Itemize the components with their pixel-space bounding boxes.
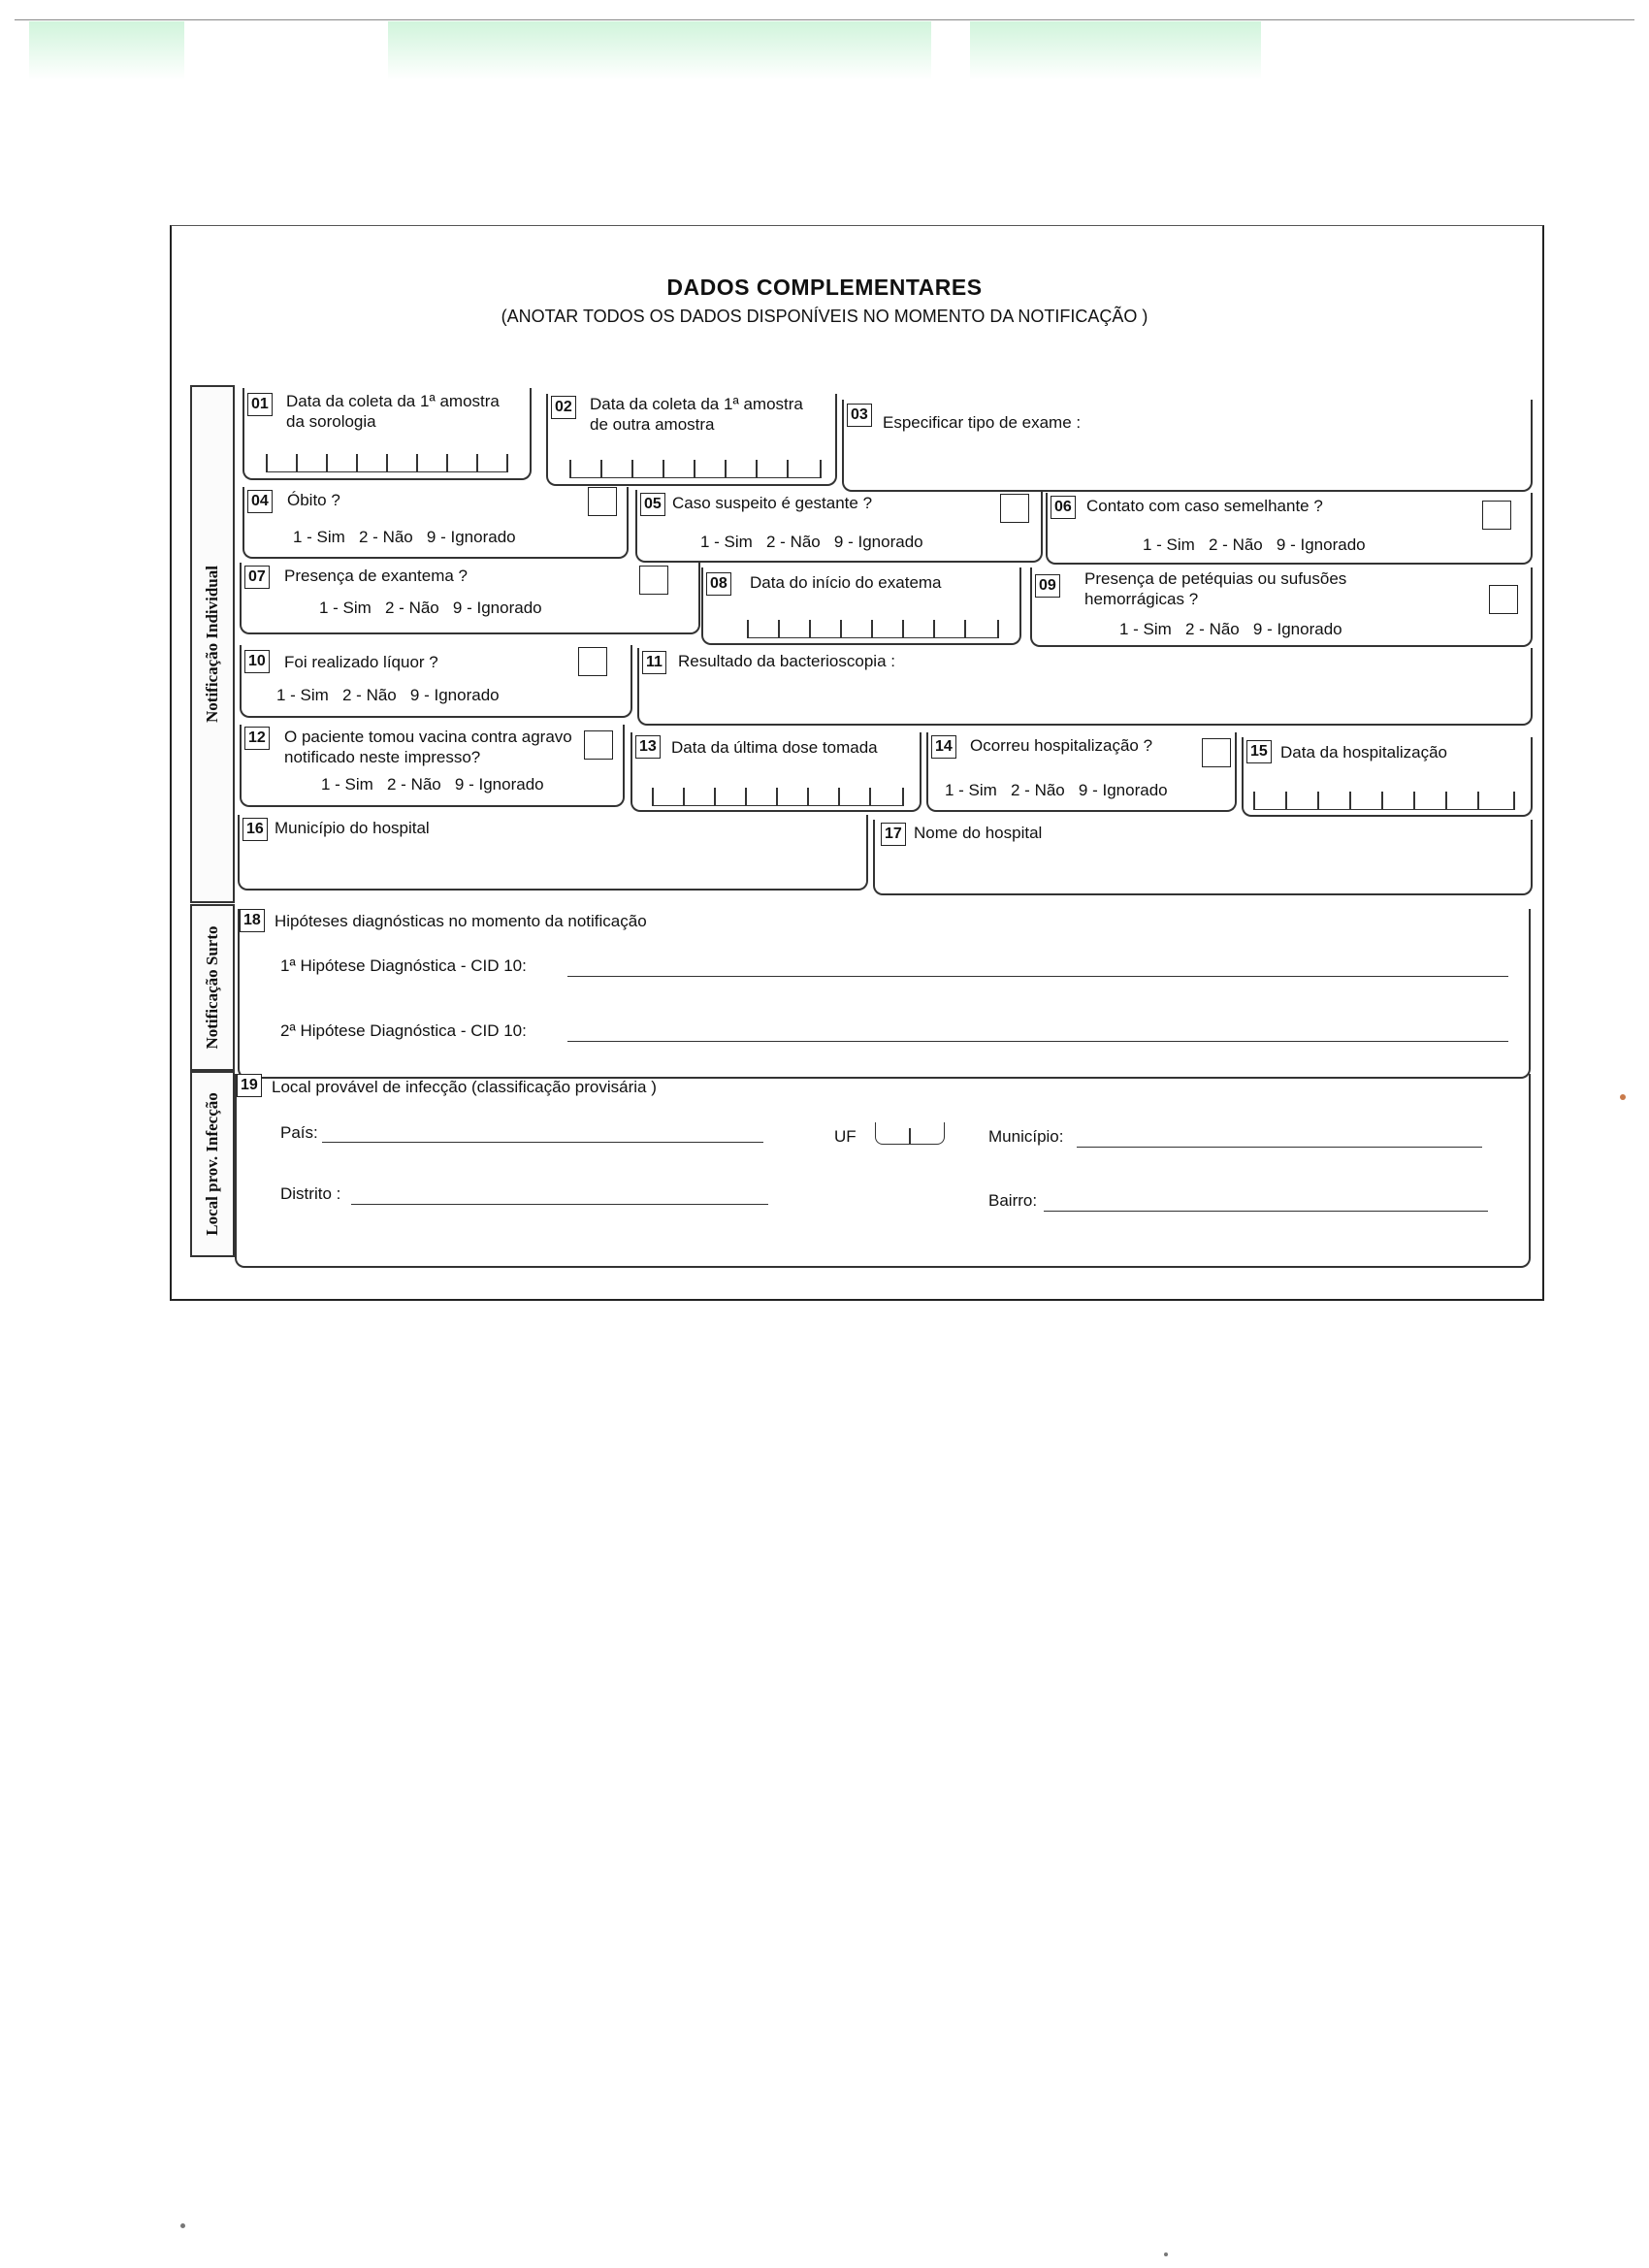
scan-stain (970, 21, 1261, 80)
checkbox-exantema[interactable] (639, 566, 668, 595)
hypothesis-1-label: 1ª Hipótese Diagnóstica - CID 10: (280, 956, 527, 975)
section-surto: Notificação Surto (190, 904, 235, 1071)
hypothesis-2-input[interactable] (567, 1041, 1508, 1042)
distrito-label: Distrito : (280, 1184, 341, 1203)
field-12: 12 O paciente tomou vacina contra agravo notificado neste impresso? 1 - Sim 2 - Não 9 - Ignorado (240, 725, 625, 807)
field-10: 10 Foi realizado líquor ? 1 - Sim 2 - Não 9 - Ignorado (240, 645, 632, 718)
scan-speck (1620, 1094, 1626, 1100)
checkbox-hospitalizacao[interactable] (1202, 738, 1231, 767)
scan-top-edge (15, 19, 1634, 20)
field-14: 14 Ocorreu hospitalização ? 1 - Sim 2 - Não 9 - Ignorado (926, 732, 1237, 812)
date-input-13[interactable] (652, 786, 904, 806)
field-07: 07 Presença de exantema ? 1 - Sim 2 - Não 9 - Ignorado (240, 563, 700, 634)
scan-stain (29, 21, 184, 80)
field-15: 15 Data da hospitalização (1242, 737, 1533, 817)
hypothesis-2-label: 2ª Hipótese Diagnóstica - CID 10: (280, 1021, 527, 1040)
checkbox-contato[interactable] (1482, 501, 1511, 530)
field-04: 04 Óbito ? 1 - Sim 2 - Não 9 - Ignorado (242, 487, 629, 559)
date-input-01[interactable] (266, 452, 508, 472)
bairro-label: Bairro: (988, 1191, 1038, 1210)
field-01: 01 Data da coleta da 1ª amostra da sorologia (242, 388, 532, 480)
field-19: 19 Local provável de infecção (classificação provisária ) País: UF Município: Distrito : Bairro: (235, 1074, 1531, 1268)
field-09: 09 Presença de petéquias ou sufusões hemorrágicas ? 1 - Sim 2 - Não 9 - Ignorado (1030, 567, 1533, 647)
field-02: 02 Data da coleta da 1ª amostra de outra amostra (546, 394, 837, 486)
checkbox-vacina[interactable] (584, 730, 613, 760)
field-11[interactable]: 11 Resultado da bacterioscopia : (637, 648, 1533, 726)
pais-input[interactable] (322, 1142, 763, 1143)
municipio-label: Município: (988, 1127, 1064, 1146)
date-input-15[interactable] (1253, 790, 1515, 810)
municipio-input[interactable] (1077, 1147, 1482, 1148)
scan-stain (388, 21, 931, 80)
field-13: 13 Data da última dose tomada (630, 732, 922, 812)
scan-speck (180, 2223, 185, 2228)
scan-speck (1164, 2252, 1168, 2256)
field-05: 05 Caso suspeito é gestante ? 1 - Sim 2 - Não 9 - Ignorado (635, 490, 1043, 563)
date-input-02[interactable] (569, 458, 822, 478)
field-17[interactable]: 17 Nome do hospital (873, 820, 1533, 895)
date-input-08[interactable] (747, 618, 999, 638)
checkbox-liquor[interactable] (578, 647, 607, 676)
page-subtitle: (ANOTAR TODOS OS DADOS DISPONÍVEIS NO MOMENTO DA NOTIFICAÇÃO ) (501, 307, 1148, 326)
field-06: 06 Contato com caso semelhante ? 1 - Sim 2 - Não 9 - Ignorado (1046, 493, 1533, 565)
section-individual: Notificação Individual (190, 385, 235, 903)
page-title: DADOS COMPLEMENTARES (666, 275, 983, 300)
field-16[interactable]: 16 Município do hospital (238, 815, 868, 891)
checkbox-petequias[interactable] (1489, 585, 1518, 614)
section-local-infeccao: Local prov. Infecção (190, 1071, 235, 1257)
checkbox-obito[interactable] (588, 487, 617, 516)
field-18: 18 Hipóteses diagnósticas no momento da notificação 1ª Hipótese Diagnóstica - CID 10: 2ª Hipótese Diagnóstica - CID 10: (238, 909, 1531, 1079)
field-08: 08 Data do início do exatema (701, 567, 1021, 645)
checkbox-gestante[interactable] (1000, 494, 1029, 523)
distrito-input[interactable] (351, 1204, 768, 1205)
hypothesis-1-input[interactable] (567, 976, 1508, 977)
pais-label: País: (280, 1123, 318, 1142)
bairro-input[interactable] (1044, 1211, 1488, 1212)
uf-label: UF (834, 1127, 857, 1146)
uf-input[interactable] (875, 1122, 945, 1145)
field-03[interactable]: 03 Especificar tipo de exame : (842, 400, 1533, 492)
